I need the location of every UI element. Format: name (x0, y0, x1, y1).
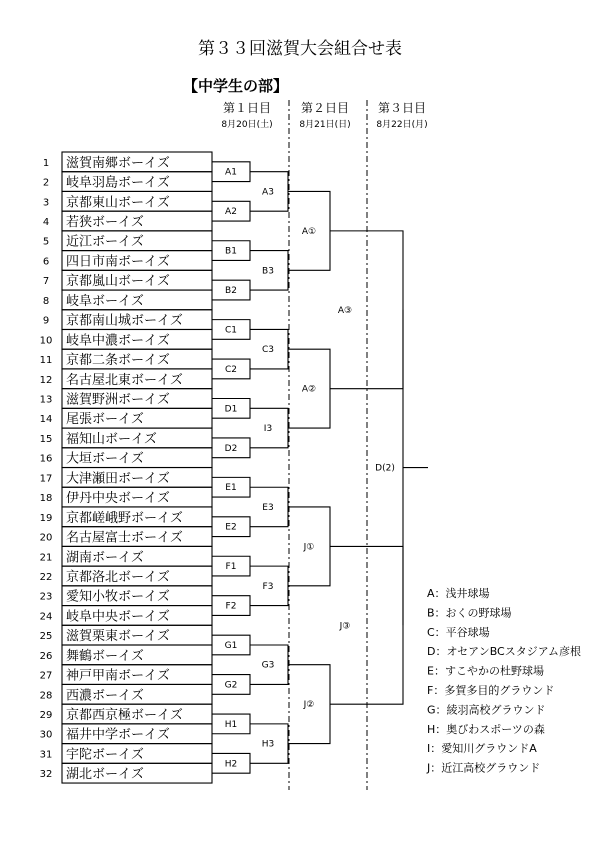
team-number: 17 (39, 473, 53, 485)
team-name: 伊丹中央ボーイズ (66, 491, 170, 507)
venue-legend-item: J：近江高校グラウンド (427, 761, 541, 775)
team-number: 16 (39, 453, 53, 465)
venue-legend-item: B：おくの野球場 (427, 606, 512, 620)
team-name: 岐阜羽島ボーイズ (66, 175, 170, 191)
round2-game-code: E3 (262, 502, 274, 513)
day2-date: 8月21日(日) (299, 120, 351, 130)
round2-game-code: C3 (261, 345, 275, 356)
team-name: 京都嵯峨野ボーイズ (66, 510, 183, 526)
bracket-lines (212, 162, 428, 773)
round3-game-code: J② (303, 700, 315, 711)
round3-game-code: A① (301, 226, 317, 237)
round1-game-code: F1 (225, 562, 237, 573)
team-name: 京都二条ボーイズ (66, 353, 170, 369)
team-name: 西濃ボーイズ (66, 688, 144, 704)
team-name: 愛知小牧ボーイズ (66, 589, 170, 605)
team-name: 岐阜中央ボーイズ (66, 609, 170, 625)
team-name: 大津瀬田ボーイズ (66, 471, 170, 487)
round2-game-code: I3 (263, 424, 273, 435)
round1-game-code: E1 (225, 483, 237, 494)
team-number: 1 (42, 157, 50, 169)
round1-game-code: A1 (225, 167, 237, 178)
team-number: 3 (42, 197, 50, 209)
team-name: 神戸甲南ボーイズ (66, 668, 170, 684)
day3-label: 第３日目 (377, 101, 427, 115)
round1-game-code: C1 (224, 325, 238, 336)
team-name: 若狭ボーイズ (66, 215, 144, 231)
team-number: 25 (39, 631, 53, 643)
final-game-code: D(2) (375, 463, 395, 474)
round1-game-code: D2 (224, 443, 238, 454)
team-number: 15 (39, 433, 53, 445)
day2-label: 第２日目 (300, 101, 350, 115)
team-number: 6 (42, 256, 50, 268)
venue-legend (426, 586, 581, 775)
team-name: 京都嵐山ボーイズ (66, 274, 170, 290)
round1-game-code: F2 (225, 601, 237, 612)
team-name: 宇陀ボーイズ (66, 747, 144, 763)
venue-legend-item: E：すこやかの杜野球場 (427, 664, 544, 678)
team-name: 京都東山ボーイズ (66, 195, 170, 211)
round1-game-code: H2 (224, 759, 238, 770)
team-number: 29 (39, 710, 53, 722)
round1-game-code: E2 (225, 522, 237, 533)
team-number: 22 (39, 571, 53, 583)
round3-game-code: J① (303, 542, 315, 553)
round2-game-code: B3 (262, 266, 274, 277)
team-number: 26 (39, 650, 53, 662)
round2-game-code: F3 (262, 581, 274, 592)
team-name: 福井中学ボーイズ (66, 727, 170, 743)
team-name: 京都南山城ボーイズ (66, 313, 183, 329)
team-number: 9 (42, 315, 50, 327)
team-number: 7 (42, 276, 50, 288)
team-name: 湖北ボーイズ (66, 767, 144, 783)
section-heading: 【中学生の部】 (183, 77, 289, 95)
day3-date: 8月22日(月) (376, 120, 428, 130)
team-number: 20 (39, 532, 53, 544)
team-list (40, 152, 212, 783)
team-number: 11 (39, 355, 53, 367)
team-name: 福知山ボーイズ (66, 431, 157, 447)
venue-legend-item: A：浅井球場 (427, 587, 490, 600)
team-number: 4 (42, 217, 50, 229)
team-name: 舞鶴ボーイズ (66, 648, 144, 664)
round1-game-code: B1 (225, 246, 237, 257)
team-number: 32 (39, 769, 53, 781)
round2-game-code: H3 (261, 739, 275, 750)
round2-game-code: G3 (261, 660, 275, 671)
team-name: 京都西京極ボーイズ (66, 708, 183, 724)
team-number: 14 (39, 414, 53, 426)
round1-game-code: C2 (224, 364, 238, 375)
team-number: 23 (39, 591, 53, 603)
team-number: 10 (39, 335, 53, 347)
team-name: 湖南ボーイズ (66, 550, 144, 566)
team-name: 岐阜ボーイズ (66, 293, 144, 309)
venue-legend-item: F：多賀多目的グラウンド (427, 684, 555, 697)
team-name: 岐阜中濃ボーイズ (66, 333, 170, 349)
team-name: 京都洛北ボーイズ (66, 569, 170, 585)
team-name: 滋賀栗東ボーイズ (66, 629, 170, 645)
venue-legend-item: I：愛知川グラウンドA (427, 742, 537, 756)
team-number: 2 (42, 177, 50, 189)
round1-game-code: G1 (224, 641, 238, 651)
team-number: 12 (39, 374, 53, 386)
round2-game-code: A3 (262, 187, 274, 198)
team-number: 24 (39, 611, 53, 623)
team-name: 名古屋富士ボーイズ (66, 530, 183, 546)
venue-legend-item: D：オセアンBCスタジアム彦根 (427, 645, 581, 659)
venue-legend-item: G：綾羽高校グラウンド (427, 703, 546, 717)
round3-game-code: A② (301, 384, 317, 395)
team-number: 13 (39, 394, 53, 406)
team-number: 21 (39, 552, 53, 564)
team-name: 大垣ボーイズ (66, 451, 144, 467)
day1-label: 第１日目 (222, 101, 272, 115)
round1-game-code: G2 (224, 680, 238, 691)
round4-game-code: A③ (337, 305, 353, 316)
round1-game-code: H1 (224, 719, 238, 730)
team-name: 滋賀野洲ボーイズ (66, 392, 170, 408)
team-name: 四日市南ボーイズ (66, 254, 170, 270)
page-title: 第３３回滋賀大会組合せ表 (198, 39, 402, 59)
round1-game-code: A2 (225, 207, 237, 218)
team-number: 31 (39, 749, 53, 761)
team-number: 27 (39, 670, 53, 682)
team-number: 18 (39, 493, 53, 505)
team-name: 滋賀南郷ボーイズ (66, 155, 170, 171)
team-number: 8 (42, 295, 50, 307)
team-number: 30 (39, 729, 53, 741)
team-number: 5 (42, 236, 50, 248)
round4-game-code: J③ (339, 621, 351, 632)
team-number: 28 (39, 690, 53, 702)
team-number: 19 (39, 512, 53, 524)
team-name: 近江ボーイズ (66, 234, 144, 250)
team-name: 名古屋北東ボーイズ (66, 372, 183, 388)
round1-game-code: B2 (225, 286, 237, 297)
team-name: 尾張ボーイズ (66, 412, 144, 428)
venue-legend-item: H：奥びわスポーツの森 (427, 722, 545, 736)
round1-game-code: D1 (224, 404, 238, 415)
day1-date: 8月20日(土) (221, 120, 273, 130)
venue-legend-item: C：平谷球場 (427, 625, 490, 639)
